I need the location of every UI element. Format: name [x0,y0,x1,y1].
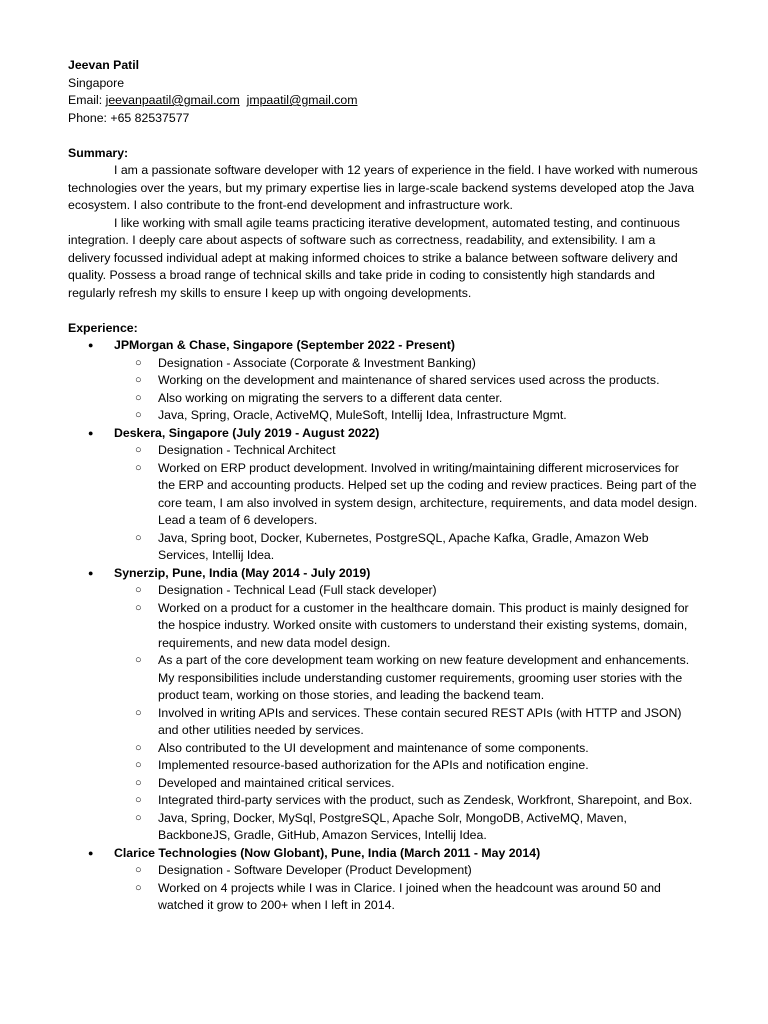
job-details [114,582,698,845]
job-detail-item: ○ Integrated third-party services with the product, such as Zendesk, Workfront, Sharepoint, and Box. [114,792,698,810]
email-label: Email: [68,93,106,107]
email-line [68,92,698,110]
job-detail-item: ○ Developed and maintained critical services. [114,775,698,793]
job-detail-item: ○ Java, Spring, Oracle, ActiveMQ, MuleSoft, Intellij Idea, Infrastructure Mgmt. [114,407,698,425]
job-detail-item: ○ Worked on 4 projects while I was in Clarice. I joined when the headcount was around 50 and watched it grow to 200+ when I left in 2014. [114,880,698,915]
job-detail-item: ○ Involved in writing APIs and services. These contain secured REST APIs (with HTTP and JSON) and other utilities needed by services. [114,705,698,740]
job-entry [68,337,698,425]
experience-heading: Experience: [68,320,138,335]
experience-list [68,337,698,915]
job-details [114,355,698,425]
email-link-primary[interactable]: jeevanpaatil@gmail.com [105,93,240,107]
job-detail-item: ○ As a part of the core development team working on new feature development and enhancements. My responsibilities include understanding customer requirements, grooming user stories with the product team, working on those stories, and leading the backend team. [114,652,698,705]
job-detail-item: ○ Designation - Technical Architect [114,442,698,460]
job-detail-item: ○ Worked on a product for a customer in the healthcare domain. This product is mainly designed for the hospice industry. Worked onsite with customers to understand their existing systems, domain, requirements, and new data model design. [114,600,698,653]
job-detail-item: ○ Java, Spring boot, Docker, Kubernetes, PostgreSQL, Apache Kafka, Gradle, Amazon Web Services, Intellij Idea. [114,530,698,565]
job-detail-item: ○ Worked on ERP product development. Involved in writing/maintaining different microservices for the ERP and accounting products. Helped set up the coding and review practices. Being part of the core team, I am also involved in system design, architecture, requirements, and data model design. Lead a team of 6 developers. [114,460,698,530]
job-detail-item: ○ Java, Spring, Docker, MySql, PostgreSQL, Apache Solr, MongoDB, ActiveMQ, Maven, BackboneJS, Gradle, GitHub, Amazon Services, Intellij Idea. [114,810,698,845]
job-detail-item: ○ Designation - Associate (Corporate & Investment Banking) [114,355,698,373]
candidate-location: Singapore [68,75,125,90]
summary-paragraph: I am a passionate software developer with 12 years of experience in the field. I have worked with numerous technologies over the years, but my primary expertise lies in large-scale backend systems developed atop the Java ecosystem. I also contribute to the front-end development and infrastructure work. [68,163,698,212]
job-detail-item: ○ Designation - Software Developer (Product Development) [114,862,698,880]
phone-line: Phone: +65 82537577 [68,110,190,125]
job-detail-item: ○ Implemented resource-based authorization for the APIs and notification engine. [114,757,698,775]
job-title: JPMorgan & Chase, Singapore (September 2022 - Present) [114,338,455,352]
job-detail-item: ○ Working on the development and maintenance of shared services used across the products. [114,372,698,390]
job-entry [68,565,698,845]
candidate-name: Jeevan Patil [68,58,140,72]
job-entry [68,425,698,565]
summary-heading: Summary: [68,145,129,160]
job-title: Synerzip, Pune, India (May 2014 - July 2019) [114,565,371,580]
job-detail-item: ○ Also contributed to the UI development and maintenance of some components. [114,740,698,758]
job-entry [68,845,698,915]
summary-paragraph: I like working with small agile teams practicing iterative development, automated testing, and continuous integration. I deeply care about aspects of software such as correctness, readability, and extensibility. I am a delivery focussed individual adept at making informed choices to strike a balance between software delivery and quality. Possess a broad range of technical skills and take pride in coding to consistently high standards and regularly refresh my skills to ensure I keep up with ongoing developments. [68,215,680,300]
job-detail-item: ○ Designation - Technical Lead (Full stack developer) [114,582,698,600]
job-details [114,442,698,565]
job-title: Deskera, Singapore (July 2019 - August 2022) [114,425,380,440]
job-detail-item: ○ Also working on migrating the servers to a different data center. [114,390,698,408]
email-link-secondary[interactable]: jmpaatil@gmail.com [246,93,358,107]
job-details [114,862,698,915]
job-title: Clarice Technologies (Now Globant), Pune, India (March 2011 - May 2014) [114,845,541,860]
